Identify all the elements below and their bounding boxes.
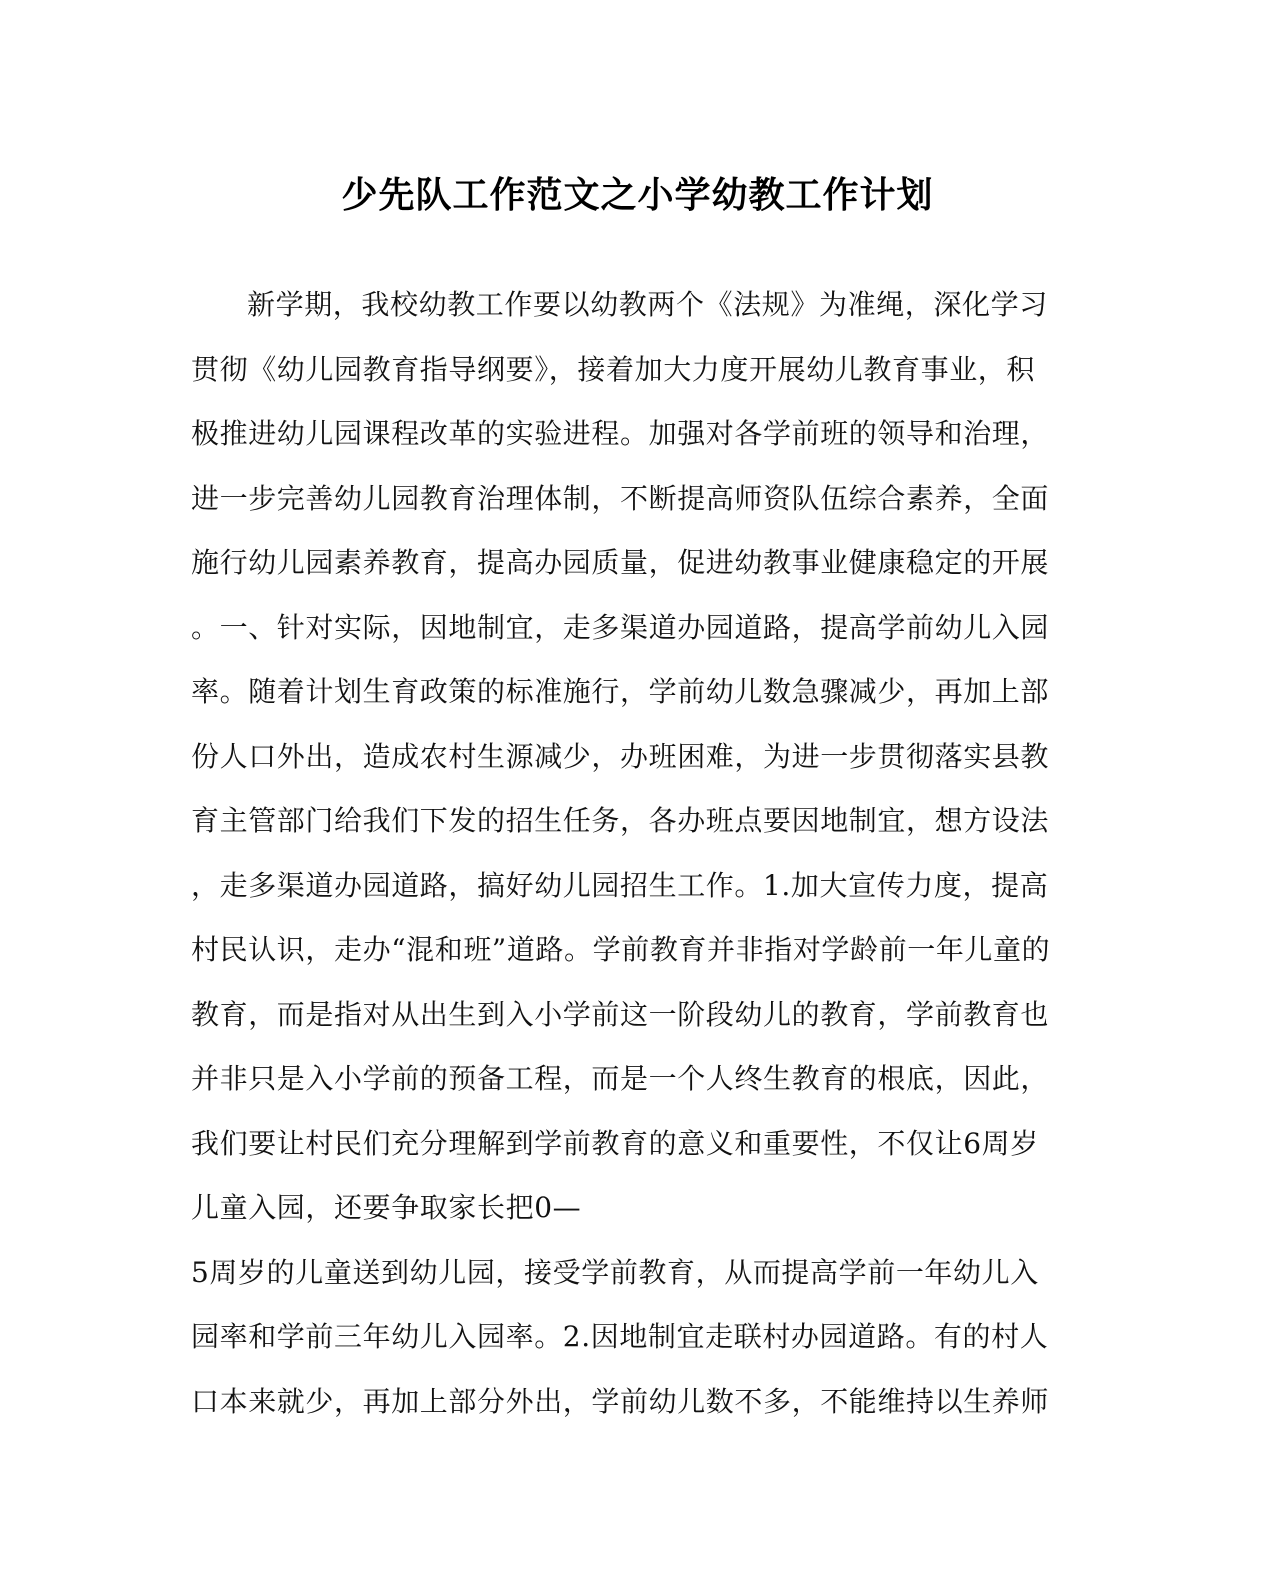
paragraph-line: 贯彻《幼儿园教育指导纲要》，接着加大力度开展幼儿教育事业，积 (191, 352, 1036, 386)
paragraph-line: 进一步完善幼儿园教育治理体制，不断提高师资队伍综合素养，全面 (191, 481, 1050, 515)
paragraph-line: ，走多渠道办园道路，搞好幼儿园招生工作。1.加大宣传力度，提高 (191, 868, 1049, 902)
paragraph-line: 育主管部门给我们下发的招生任务，各办班点要因地制宜，想方设法 (191, 804, 1050, 837)
paragraph-line: 率。随着计划生育政策的标准施行，学前幼儿数急骤减少，再加上部 (191, 675, 1050, 708)
paragraph-line: 新学期，我校幼教工作要以幼教两个《法规》为准绳，深化学习 (247, 288, 1048, 321)
document-body (191, 282, 1061, 1443)
paragraph-line: 儿童入园，还要争取家长把0— (191, 1191, 582, 1224)
paragraph-line: 村民认识，走办“混和班”道路。学前教育并非指对学龄前一年儿童的 (191, 933, 1051, 966)
paragraph-line: 教育，而是指对从出生到入小学前这一阶段幼儿的教育，学前教育也 (191, 997, 1050, 1031)
paragraph-line: 并非只是入小学前的预备工程，而是一个人终生教育的根底，因此， (191, 1062, 1050, 1095)
paragraph-line: 5周岁的儿童送到幼儿园，接受学前教育，从而提高学前一年幼儿入 (191, 1255, 1039, 1289)
paragraph-line: 园率和学前三年幼儿入园率。2.因地制宜走联村办园道路。有的村人 (191, 1320, 1049, 1353)
paragraph-line: 口本来就少，再加上部分外出，学前幼儿数不多，不能维持以生养师 (191, 1384, 1050, 1418)
document-title: 少先队工作范文之小学幼教工作计划 (341, 175, 934, 216)
paragraph-line: 份人口外出，造成农村生源减少，办班困难，为进一步贯彻落实县教 (191, 739, 1050, 773)
paragraph-line: 极推进幼儿园课程改革的实验进程。加强对各学前班的领导和治理， (191, 417, 1050, 450)
paragraph-line: 我们要让村民们充分理解到学前教育的意义和重要性，不仅让6周岁 (191, 1126, 1039, 1160)
paragraph-line: 。一、针对实际，因地制宜，走多渠道办园道路，提高学前幼儿入园 (191, 610, 1050, 644)
paragraph-line: 施行幼儿园素养教育，提高办园质量，促进幼教事业健康稳定的开展 (191, 546, 1050, 579)
